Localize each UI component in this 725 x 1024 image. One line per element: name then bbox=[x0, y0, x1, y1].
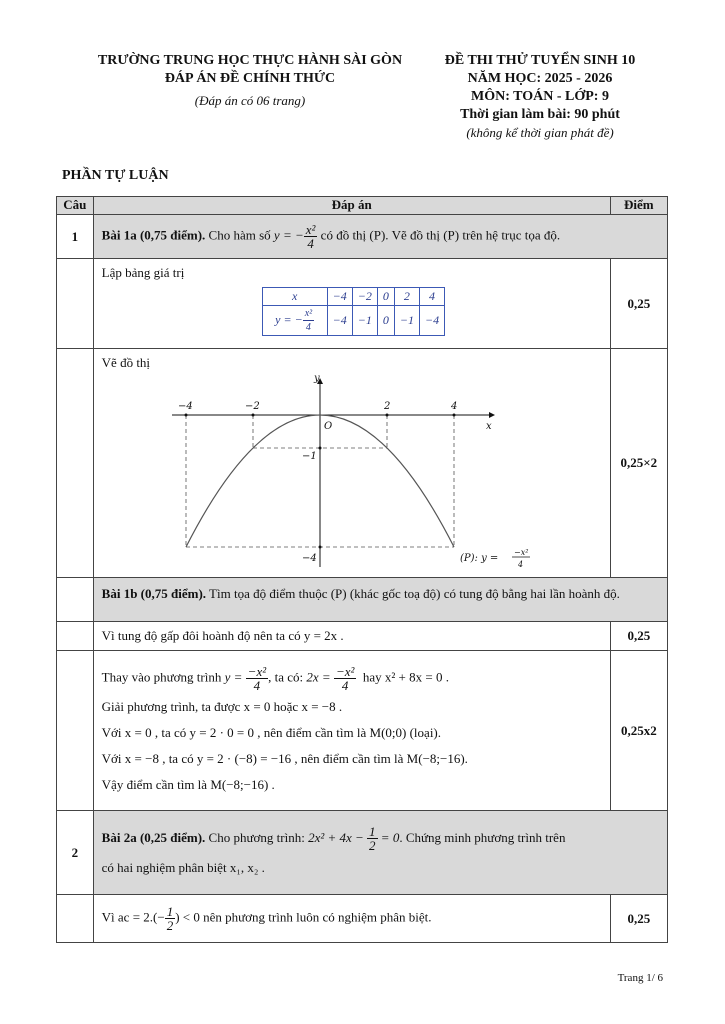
svg-text:−x²: −x² bbox=[513, 548, 529, 557]
q1-number: 1 bbox=[57, 215, 94, 259]
y-value: −4 bbox=[419, 306, 444, 336]
exam-time: Thời gian làm bài: 90 phút bbox=[460, 107, 620, 122]
parabola-graph bbox=[102, 371, 602, 571]
x-value: −4 bbox=[327, 288, 352, 306]
value-table-x-label: x bbox=[262, 288, 327, 306]
q1a-graph-cell bbox=[93, 349, 610, 578]
value-table-y-label: y = − $\frac{\text{x²}}{4}$ bbox=[262, 306, 327, 336]
q1b-line4: Với x = 0 , ta có y = 2 · 0 = 0 , nên điểm cần tìm là M(0;0) (loại). bbox=[101, 725, 442, 740]
section-title: PHẦN TỰ LUẬN bbox=[62, 168, 169, 183]
y-value: −1 bbox=[394, 306, 419, 336]
answer-table bbox=[56, 196, 668, 943]
q1a-table-row bbox=[57, 259, 668, 349]
q1b-score2: 0,25x2 bbox=[610, 651, 667, 811]
score-graph: 0,25×2 bbox=[610, 349, 667, 578]
y-value: 0 bbox=[377, 306, 394, 336]
q2a-score: 0,25 bbox=[610, 895, 667, 943]
q1b-line2-pre: Thay vào phương trình bbox=[101, 669, 222, 685]
school-name: TRƯỜNG TRUNG HỌC THỰC HÀNH SÀI GÒN bbox=[97, 53, 403, 68]
q1b-line1: Vì tung độ gấp đôi hoành độ nên ta có y = 2x . bbox=[93, 622, 610, 651]
q1b-line2-post: hay x² + 8x = 0 . bbox=[362, 669, 449, 685]
q1b-line2: Thay vào phương trình y = $\frac{\text{−x²}}{4}$ , ta có: 2x = $\frac{\text{−x²}}{4}$ hay x² + 8x = 0 . bbox=[101, 664, 449, 693]
graph-label: Vẽ đồ thị bbox=[101, 355, 151, 370]
x-value: 2 bbox=[394, 288, 419, 306]
q1a-table-cell bbox=[93, 259, 610, 349]
q1a-title: Bài 1a (0,75 điểm). Cho hàm số y = − $\frac{\text{x²}}{4}$ có đồ thị (P). Vẽ đồ thị (P) trên hệ trục tọa độ. bbox=[93, 215, 667, 259]
q2a-title-bold: Bài 2a (0,25 điểm). bbox=[101, 829, 206, 845]
header-right bbox=[420, 52, 660, 142]
q2a-title-post: . Chứng minh phương trình trên bbox=[399, 829, 566, 845]
q2-number: 2 bbox=[57, 811, 94, 895]
q1b-title-bold: Bài 1b (0,75 điểm). bbox=[101, 586, 207, 601]
q1b-solution bbox=[93, 651, 610, 811]
q1b-line3: Giải phương trình, ta được x = 0 hoặc x = −8 . bbox=[101, 699, 343, 714]
x-value: 0 bbox=[377, 288, 394, 306]
q1b-line6: Vậy điểm cần tìm là M(−8;−16) . bbox=[101, 777, 275, 792]
y-axis-label: y bbox=[313, 373, 320, 384]
table-label: Lập bảng giá trị bbox=[101, 265, 185, 280]
header-cau: Câu bbox=[57, 197, 94, 215]
header-diem: Điểm bbox=[610, 197, 667, 215]
header-dap-an: Đáp án bbox=[93, 197, 610, 215]
x-tick: 2 bbox=[383, 401, 391, 412]
q1b-line5: Với x = −8 , ta có y = 2 · (−8) = −16 , nên điểm cần tìm là M(−8;−16). bbox=[101, 751, 468, 766]
q1a-title-row bbox=[57, 215, 668, 259]
x-tick: 4 bbox=[450, 401, 458, 412]
q1b-row2 bbox=[57, 651, 668, 811]
y-value: −4 bbox=[327, 306, 352, 336]
q2a-title-pre: Cho phương trình: bbox=[205, 829, 309, 845]
time-note: (không kể thời gian phát đề) bbox=[466, 125, 614, 140]
q1b-row1 bbox=[57, 622, 668, 651]
q2a-title: Bài 2a (0,25 điểm). Cho phương trình: 2x² + 4x − $\frac{1}{2}$ = 0. Chứng minh phương trình trên có hai nghiệm phân biệt x₁, x₂ . bbox=[93, 811, 667, 895]
value-table bbox=[262, 287, 445, 336]
school-year: NĂM HỌC: 2025 - 2026 bbox=[467, 71, 613, 86]
q1a-title-pre: Cho hàm số bbox=[205, 227, 274, 243]
y-tick: −4 bbox=[301, 553, 317, 564]
q1b-title-text: Tìm tọa độ điểm thuộc (P) (khác gốc toạ độ) có tung độ bằng hai lần hoành độ. bbox=[206, 586, 620, 601]
x-tick: −2 bbox=[244, 401, 260, 412]
x-value: −2 bbox=[352, 288, 377, 306]
header-left bbox=[70, 52, 430, 110]
x-axis-label: x bbox=[485, 421, 492, 432]
q2a-answer: Vì ac = 2.(− $\frac{1}{2}$ ) < 0 nên phương trình luôn có nghiệm phân biệt. bbox=[93, 895, 610, 943]
q2a-answer-row bbox=[57, 895, 668, 943]
svg-text:4: 4 bbox=[517, 560, 523, 569]
q1b-score1: 0,25 bbox=[610, 622, 667, 651]
q1b-line2-mid: , ta có: bbox=[268, 669, 304, 685]
q1b-title-row bbox=[57, 578, 668, 622]
fraction: $\frac{\text{x²}}{4}$ bbox=[305, 222, 316, 251]
table-header-row bbox=[57, 197, 668, 215]
q1a-title-bold: Bài 1a (0,75 điểm). bbox=[101, 227, 206, 243]
document-subtitle: ĐÁP ÁN ĐỀ CHÍNH THỨC bbox=[164, 71, 336, 86]
page-number: Trang 1/ 6 bbox=[617, 972, 663, 984]
curve-label: (P): y = bbox=[459, 553, 498, 564]
subject: MÔN: TOÁN - LỚP: 9 bbox=[471, 89, 609, 104]
score-table: 0,25 bbox=[610, 259, 667, 349]
pages-note: (Đáp án có 06 trang) bbox=[194, 93, 306, 108]
y-value: −1 bbox=[352, 306, 377, 336]
q1b-title bbox=[93, 578, 667, 622]
exam-title: ĐỀ THI THỬ TUYỂN SINH 10 bbox=[444, 53, 636, 68]
x-value: 4 bbox=[419, 288, 444, 306]
y-tick: −1 bbox=[301, 451, 317, 462]
q1a-title-post: có đồ thị (P). Vẽ đồ thị (P) trên hệ trục tọa độ. bbox=[320, 227, 561, 243]
q1a-graph-row bbox=[57, 349, 668, 578]
q2a-title-row bbox=[57, 811, 668, 895]
x-tick: −4 bbox=[177, 401, 193, 412]
q2a-answer-post: ) < 0 nên phương trình luôn có nghiệm phân biệt. bbox=[175, 909, 432, 925]
origin-label: O bbox=[323, 421, 332, 432]
q2a-answer-pre: Vì ac = 2.(− bbox=[101, 909, 165, 925]
q2a-title-line2: có hai nghiệm phân biệt x₁, x₂ . bbox=[101, 859, 265, 875]
